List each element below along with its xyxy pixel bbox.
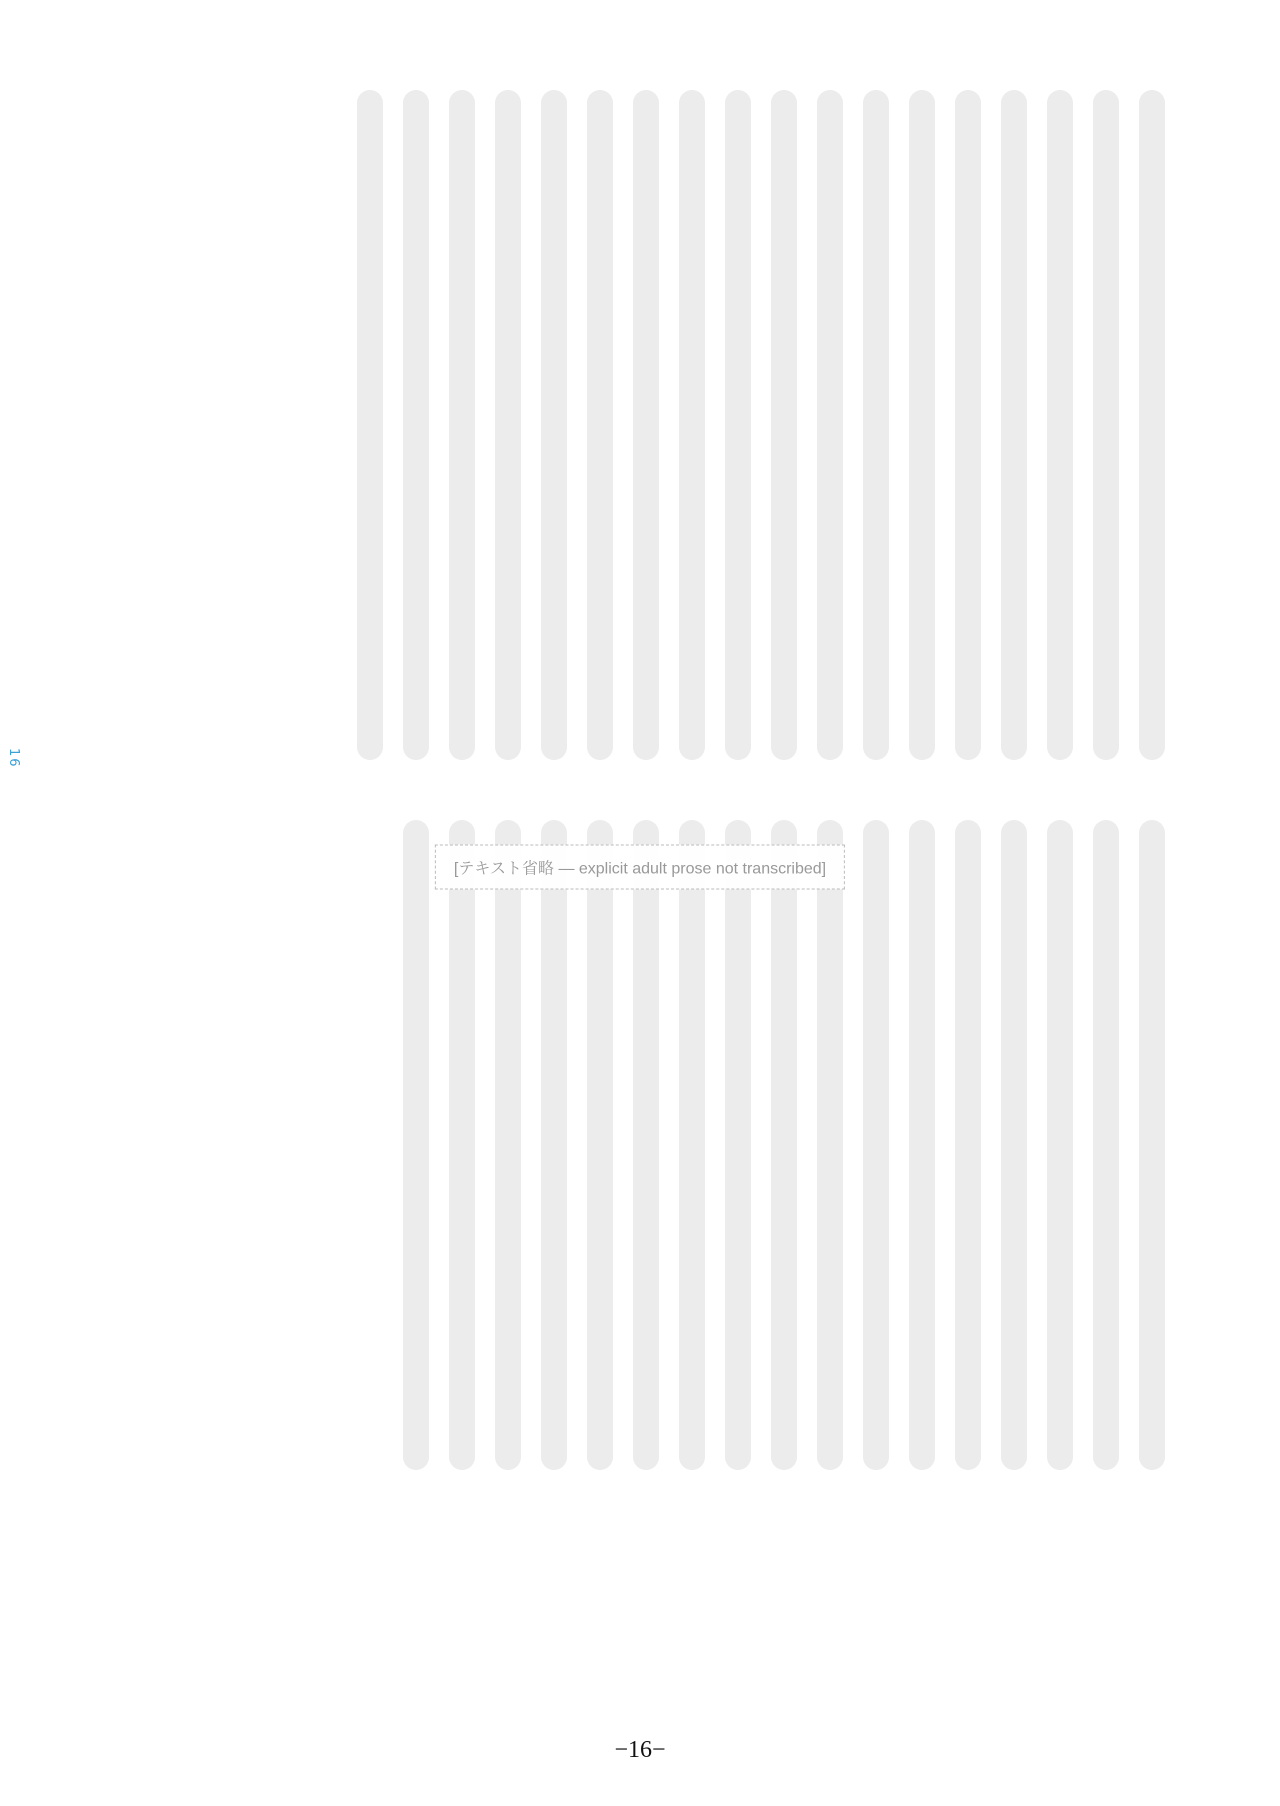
text-column-redacted bbox=[495, 820, 521, 1470]
text-column-redacted bbox=[679, 820, 705, 1470]
text-column-redacted bbox=[817, 90, 843, 760]
upper-text-block bbox=[130, 90, 1165, 760]
text-column-redacted bbox=[955, 820, 981, 1470]
text-column-redacted bbox=[541, 820, 567, 1470]
text-column-redacted bbox=[909, 820, 935, 1470]
text-column-redacted bbox=[1047, 90, 1073, 760]
text-column-redacted bbox=[955, 90, 981, 760]
text-column-redacted bbox=[1001, 90, 1027, 760]
text-column-redacted bbox=[541, 90, 567, 760]
text-column-redacted bbox=[1093, 90, 1119, 760]
text-column-redacted bbox=[357, 90, 383, 760]
text-column-redacted bbox=[587, 90, 613, 760]
text-column-redacted bbox=[771, 820, 797, 1470]
text-column-redacted bbox=[909, 90, 935, 760]
text-column-redacted bbox=[679, 90, 705, 760]
text-column-redacted bbox=[863, 90, 889, 760]
text-column-redacted bbox=[1093, 820, 1119, 1470]
text-column-redacted bbox=[449, 820, 475, 1470]
text-column-redacted bbox=[587, 820, 613, 1470]
redaction-note: [テキスト省略 — explicit adult prose not transcribed] bbox=[435, 844, 845, 889]
text-column-redacted bbox=[771, 90, 797, 760]
text-column-redacted bbox=[449, 90, 475, 760]
text-column-redacted bbox=[633, 90, 659, 760]
text-column-redacted bbox=[817, 820, 843, 1470]
text-column-redacted bbox=[1139, 820, 1165, 1470]
text-column-redacted bbox=[633, 820, 659, 1470]
lower-text-block bbox=[130, 820, 1165, 1470]
text-column-redacted bbox=[495, 90, 521, 760]
text-column-redacted bbox=[403, 820, 429, 1470]
text-column-redacted bbox=[1047, 820, 1073, 1470]
text-column-redacted bbox=[403, 90, 429, 760]
text-column-redacted bbox=[1001, 820, 1027, 1470]
edge-page-marker: 16 bbox=[6, 748, 21, 769]
text-column-redacted bbox=[725, 820, 751, 1470]
text-column-redacted bbox=[1139, 90, 1165, 760]
footer-page-number: −16− bbox=[614, 1737, 666, 1763]
text-column-redacted bbox=[863, 820, 889, 1470]
text-column-redacted bbox=[725, 90, 751, 760]
